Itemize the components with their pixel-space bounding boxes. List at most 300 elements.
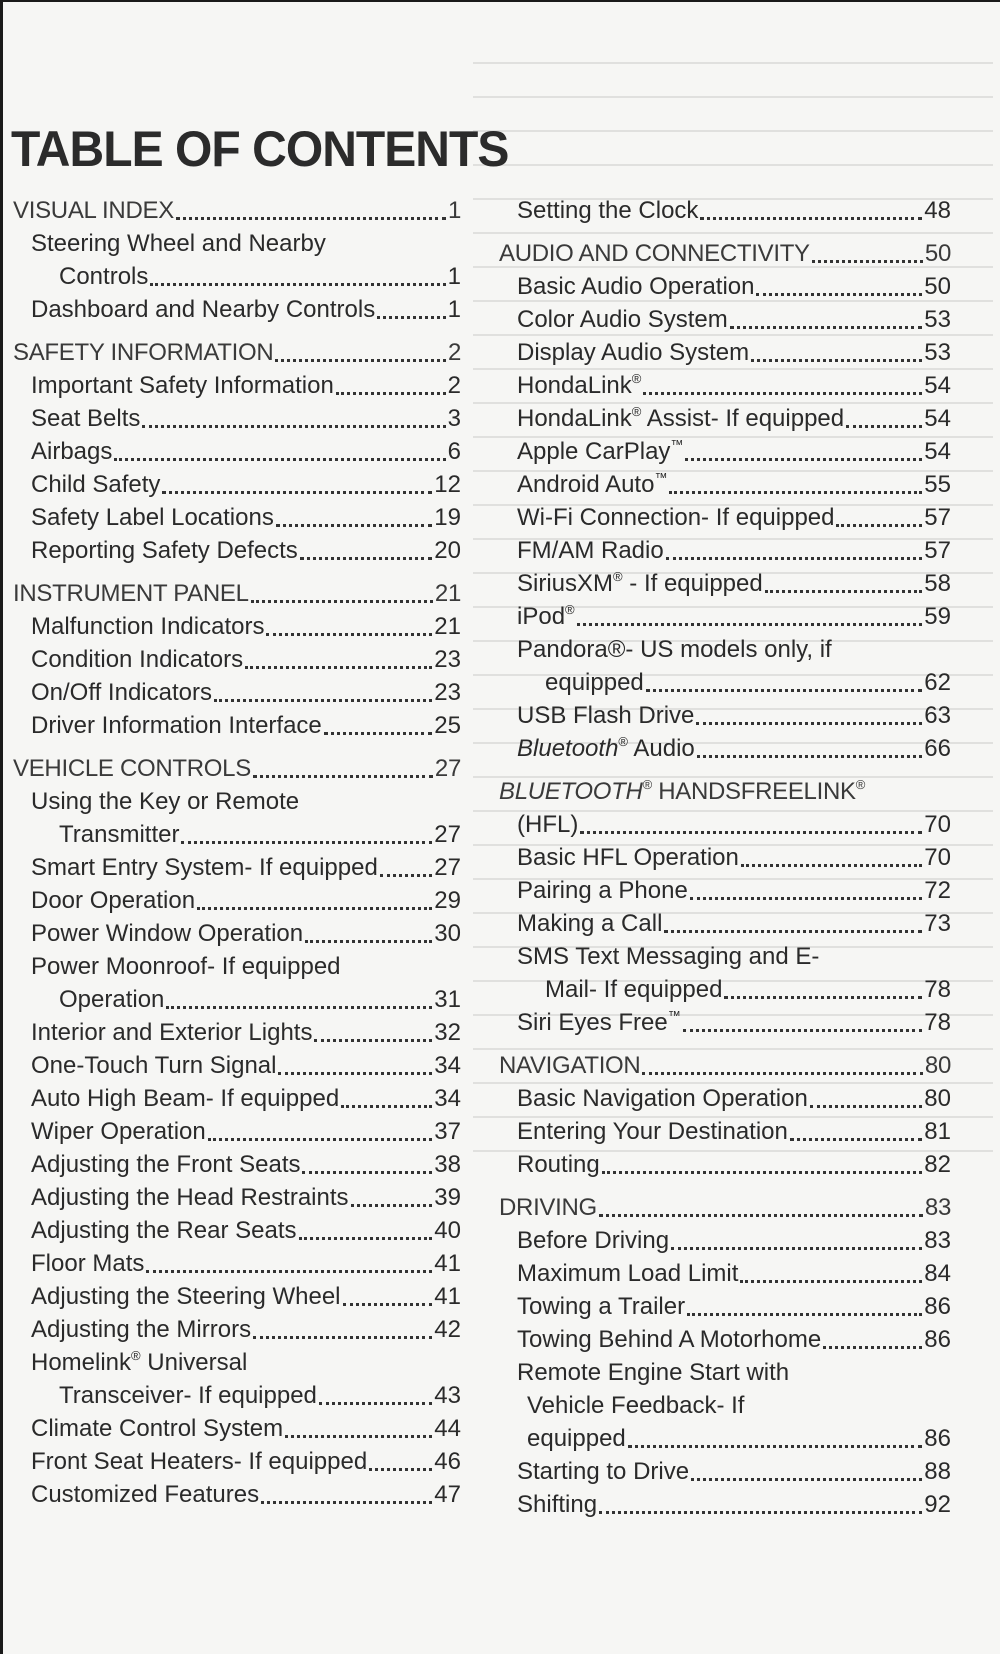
page-number: 54 [924,372,951,399]
entry-text: Power Moonroof- If equipped [31,953,341,980]
entry-text: Transceiver- If equipped [59,1382,317,1409]
toc-entry[interactable] [13,1082,461,1115]
dot-leader [341,1093,432,1108]
entry-text: Wi-Fi Connection- If equipped [517,504,835,531]
entry-label [31,643,243,676]
toc-entry-line [499,1389,951,1422]
entry-label [31,369,334,402]
dot-leader [197,895,432,910]
page-number: 70 [924,844,951,871]
entry-text: Making a Call [517,910,663,937]
toc-entry[interactable] [499,402,951,435]
toc-entry[interactable] [13,917,461,950]
entry-label [527,1422,626,1455]
entry-label [31,435,112,468]
toc-entry[interactable] [499,1224,951,1257]
dot-leader [114,446,445,461]
dot-leader [687,1301,922,1316]
dot-leader [740,1268,922,1283]
dot-leader [276,512,432,527]
page-number: 54 [924,405,951,432]
entry-text: Floor Mats [31,1250,145,1277]
toc-section-entry[interactable] [13,577,461,610]
dot-leader [166,994,432,1009]
entry-label [545,666,644,699]
entry-label [517,336,749,369]
page-number: 88 [924,1458,951,1485]
entry-label [499,1049,640,1082]
dot-leader [599,1499,922,1514]
toc-entry[interactable] [13,1148,461,1181]
toc-entry[interactable] [13,1445,461,1478]
page-number: 70 [924,811,951,838]
entry-text: Starting to Drive [517,1458,690,1485]
entry-label [31,610,264,643]
entry-text: Pandora®- US models only, if [517,636,832,663]
entry-text: Steering Wheel and Nearby [31,230,326,257]
entry-text: Controls [59,263,149,290]
page-number: 80 [924,1085,951,1112]
dot-leader [751,347,922,362]
entry-label [31,676,212,709]
entry-text: Front Seat Heaters- If equipped [31,1448,368,1475]
entry-label [31,1049,276,1082]
entry-label [31,1016,312,1049]
toc-entry[interactable] [499,666,951,699]
toc-entry[interactable] [13,1214,461,1247]
toc-entry[interactable] [499,907,951,940]
page-number: 46 [434,1448,461,1475]
page-number: 29 [434,887,461,914]
entry-label [31,917,303,950]
page-number: 40 [434,1217,461,1244]
entry-text: HondaLink [517,372,632,399]
dot-leader [285,1423,432,1438]
toc-entry[interactable] [13,534,461,567]
superscript-mark: ® [642,777,652,792]
superscript-mark: ® [618,734,629,749]
entry-text: AUDIO AND CONNECTIVITY [499,240,810,267]
entry-text: Towing Behind A Motorhome [517,1326,822,1353]
toc-entry[interactable] [13,293,461,326]
entry-label [31,1181,349,1214]
toc-section-entry[interactable] [499,237,951,270]
entry-text: VEHICLE CONTROLS [13,755,251,782]
page-number: 27 [434,854,461,881]
page-number: 63 [924,702,951,729]
entry-text: Driver Information Interface [31,712,322,739]
page-number: 27 [434,755,461,782]
entry-label [31,851,378,884]
toc-entry[interactable] [499,534,951,567]
page-number: 3 [447,405,461,432]
entry-text: VISUAL INDEX [13,197,174,224]
page-number: 27 [434,821,461,848]
dot-leader [836,512,922,527]
dot-leader [691,1466,922,1481]
entry-text: iPod [517,603,566,630]
superscript-mark: ™ [654,470,668,485]
entry-text: Before Driving [517,1227,670,1254]
page-number: 34 [434,1052,461,1079]
dot-leader [314,1027,432,1042]
toc-entry[interactable] [13,1247,461,1280]
dot-leader [790,1126,922,1141]
entry-text: equipped [545,669,644,696]
toc-entry[interactable] [499,841,951,874]
dot-leader [700,205,922,220]
page-title: TABLE OF CONTENTS [11,121,509,177]
dot-leader [324,720,433,735]
dot-leader [685,446,922,461]
page-number: 30 [434,920,461,947]
page-number: 41 [434,1283,461,1310]
toc-entry-line [13,227,461,260]
toc-entry[interactable] [13,435,461,468]
page-number: 50 [924,240,951,267]
superscript-mark: ® [855,777,865,792]
toc-entry[interactable] [13,1280,461,1313]
page-number: 80 [924,1052,951,1079]
page-number: 54 [924,438,951,465]
entry-text-suffix: Universal [140,1349,248,1376]
toc-entry[interactable] [499,808,951,841]
toc-entry[interactable] [499,468,951,501]
dot-leader [208,1126,433,1141]
entry-text: Seat Belts [31,405,141,432]
entry-label [31,1445,367,1478]
dot-leader [214,687,432,702]
dot-leader [812,248,923,263]
dot-leader [253,1324,432,1339]
toc-entry[interactable] [499,973,951,1006]
page-number: 83 [924,1194,951,1221]
dot-leader [181,829,432,844]
toc-entry[interactable] [499,1422,951,1455]
entry-text: Condition Indicators [31,646,244,673]
dot-leader [336,380,446,395]
entry-text: INSTRUMENT PANEL [13,580,249,607]
entry-label [517,501,834,534]
entry-label [13,577,249,610]
dot-leader [765,578,923,593]
entry-label [517,841,739,874]
page-number: 57 [924,504,951,531]
entry-text: Homelink [31,1349,132,1376]
entry-label [31,1214,297,1247]
page-number: 41 [434,1250,461,1277]
page-number: 83 [924,1227,951,1254]
entry-text: Using the Key or Remote [31,788,300,815]
toc-entry[interactable] [499,1257,951,1290]
page-number: 21 [434,580,461,607]
entry-text: Entering Your Destination [517,1118,788,1145]
dot-leader [666,545,923,560]
entry-text: equipped [527,1425,626,1452]
entry-text: Climate Control System [31,1415,284,1442]
toc-entry[interactable] [13,884,461,917]
dot-leader [697,743,923,758]
toc-entry-line [499,1356,951,1389]
dot-leader [380,862,432,877]
entry-text: Door Operation [31,887,196,914]
entry-label [31,1115,206,1148]
entry-text: Setting the Clock [517,197,699,224]
toc-entry[interactable] [499,303,951,336]
entry-text: Apple CarPlay [517,438,671,465]
entry-label [517,1148,600,1181]
page-number: 73 [924,910,951,937]
page-number: 34 [434,1085,461,1112]
dot-leader [646,677,923,692]
dot-leader [278,1060,432,1075]
entry-text: Adjusting the Steering Wheel [31,1283,341,1310]
dot-leader [577,611,923,626]
toc-entry[interactable] [499,1006,951,1039]
toc-entry[interactable] [13,1379,461,1412]
entry-label [517,1257,738,1290]
entry-label [59,260,148,293]
entry-label [517,874,688,907]
toc-entry[interactable] [499,1290,951,1323]
toc-entry[interactable] [499,435,951,468]
toc-entry-line [13,1346,461,1379]
entry-text: Customized Features [31,1481,260,1508]
toc-section-entry-line [499,775,951,808]
toc-entry[interactable] [499,732,951,765]
entry-text: Mail- If equipped [545,976,723,1003]
entry-text: Auto High Beam- If equipped [31,1085,340,1112]
entry-text-suffix: - If equipped [622,570,763,597]
dot-leader [245,654,432,669]
page-number: 50 [924,273,951,300]
toc-entry[interactable] [499,336,951,369]
toc-entry[interactable] [499,369,951,402]
entry-text-suffix: Assist- If equipped [641,405,845,432]
superscript-mark: ® [631,404,642,419]
entry-label [517,435,683,468]
page-number: 92 [924,1491,951,1518]
toc-entry[interactable] [499,1115,951,1148]
entry-text: Android Auto [517,471,655,498]
entry-label [517,194,698,227]
page-number: 86 [924,1326,951,1353]
dot-leader [580,819,922,834]
dot-leader [643,380,922,395]
entry-text: BLUETOOTH [499,778,643,805]
page-number: 6 [447,438,461,465]
page-number: 58 [924,570,951,597]
toc-entry[interactable] [499,1082,951,1115]
page-number: 38 [434,1151,461,1178]
page-number: 37 [434,1118,461,1145]
entry-text: Routing [517,1151,600,1178]
toc-section-entry[interactable] [13,752,461,785]
page-number: 1 [447,296,461,323]
entry-text: Interior and Exterior Lights [31,1019,313,1046]
entry-label [517,369,641,402]
entry-label [517,1290,685,1323]
toc-entry[interactable] [499,1323,951,1356]
entry-text: (HFL) [517,811,579,838]
toc-entry[interactable] [13,1016,461,1049]
entry-label [31,293,375,326]
entry-text: Towing a Trailer [517,1293,686,1320]
entry-label [31,1478,259,1511]
toc-entry[interactable] [13,260,461,293]
toc-entry[interactable] [13,709,461,742]
dot-leader [300,545,432,560]
toc-entry[interactable] [13,818,461,851]
toc-entry[interactable] [13,851,461,884]
dot-leader [599,1202,923,1217]
toc-entry-line [13,950,461,983]
entry-text: Reporting Safety Defects [31,537,298,564]
page-number: 39 [434,1184,461,1211]
entry-label [13,752,251,785]
entry-label [31,709,322,742]
entry-text-suffix: HANDSFREELINK [651,778,856,805]
page-number: 62 [924,669,951,696]
toc-entry[interactable] [499,501,951,534]
superscript-mark: ® [631,371,642,386]
page-number: 32 [434,1019,461,1046]
entry-text: NAVIGATION [499,1052,641,1079]
page-number: 43 [434,1382,461,1409]
toc-entry[interactable] [13,1313,461,1346]
dot-leader [261,1489,432,1504]
toc-entry[interactable] [13,676,461,709]
dot-leader [642,1060,922,1075]
entry-label [517,402,844,435]
dot-leader [319,1390,432,1405]
entry-text-suffix: Audio [628,735,695,762]
entry-label [517,270,754,303]
toc-entry[interactable] [499,194,951,227]
entry-label [499,237,810,270]
dot-leader [299,1225,433,1240]
page-number: 55 [924,471,951,498]
dot-leader [696,710,922,725]
entry-label [59,1379,317,1412]
entry-text: Pairing a Phone [517,877,688,904]
entry-text: Safety Label Locations [31,504,274,531]
toc-entry[interactable] [13,610,461,643]
page-number: 81 [924,1118,951,1145]
entry-text: Child Safety [31,471,161,498]
entry-text: Basic Audio Operation [517,273,755,300]
page-number: 12 [434,471,461,498]
page-number: 44 [434,1415,461,1442]
page-number: 57 [924,537,951,564]
dot-leader [251,588,433,603]
toc-section-entry[interactable] [499,1191,951,1224]
toc-entry[interactable] [499,874,951,907]
entry-label [13,194,174,227]
page-number: 1 [447,197,461,224]
toc-entry[interactable] [499,1488,951,1521]
entry-label [31,1412,283,1445]
dot-leader [741,852,922,867]
entry-label [517,907,662,940]
dot-leader [628,1433,923,1448]
dot-leader [730,314,923,329]
page-number: 42 [434,1316,461,1343]
dot-leader [369,1456,432,1471]
entry-text: One-Touch Turn Signal [31,1052,277,1079]
dot-leader [302,1159,432,1174]
entry-label [517,1006,681,1039]
dot-leader [351,1192,433,1207]
superscript-mark: ® [565,602,575,617]
entry-label [31,402,140,435]
toc-entry[interactable] [13,1412,461,1445]
toc-entry[interactable] [499,699,951,732]
dot-leader [671,1235,922,1250]
page-number: 59 [924,603,951,630]
page-number: 78 [924,976,951,1003]
toc-entry[interactable] [13,402,461,435]
superscript-mark: ® [613,569,623,584]
toc-entry[interactable] [499,270,951,303]
toc-entry[interactable] [13,369,461,402]
superscript-mark: ™ [670,437,684,452]
toc-entry[interactable] [499,600,951,633]
toc-entry[interactable] [13,468,461,501]
dot-leader [176,205,446,220]
toc-section-entry[interactable] [13,336,461,369]
entry-text: Adjusting the Rear Seats [31,1217,297,1244]
toc-entry[interactable] [13,501,461,534]
toc-entry[interactable] [499,567,951,600]
entry-label [31,534,298,567]
toc-entry[interactable] [13,983,461,1016]
dot-leader [810,1093,922,1108]
entry-text: Siri Eyes Free [517,1009,668,1036]
entry-text: Malfunction Indicators [31,613,265,640]
entry-label [517,1455,689,1488]
page-number: 53 [924,339,951,366]
entry-text: DRIVING [499,1194,597,1221]
toc-entry[interactable] [13,1478,461,1511]
toc-entry[interactable] [499,1455,951,1488]
entry-label [31,1280,341,1313]
dot-leader [275,347,446,362]
entry-text: On/Off Indicators [31,679,212,706]
entry-label [517,1488,597,1521]
entry-text: SAFETY INFORMATION [13,339,274,366]
toc-entry[interactable] [13,643,461,676]
dot-leader [756,281,922,296]
page-number: 82 [924,1151,951,1178]
toc-entry[interactable] [13,1181,461,1214]
entry-label [59,818,179,851]
entry-label [517,808,578,841]
page-number: 66 [924,735,951,762]
toc-entry[interactable] [13,1115,461,1148]
toc-section-entry[interactable] [499,1049,951,1082]
toc-section-entry[interactable] [13,194,461,227]
entry-text: Basic HFL Operation [517,844,739,871]
entry-text: HondaLink [517,405,632,432]
toc-entry[interactable] [13,1049,461,1082]
entry-text: Important Safety Information [31,372,334,399]
entry-text: Wiper Operation [31,1118,206,1145]
entry-label [31,1247,144,1280]
dot-leader [602,1159,923,1174]
toc-entry-line [499,940,951,973]
toc-entry[interactable] [499,1148,951,1181]
